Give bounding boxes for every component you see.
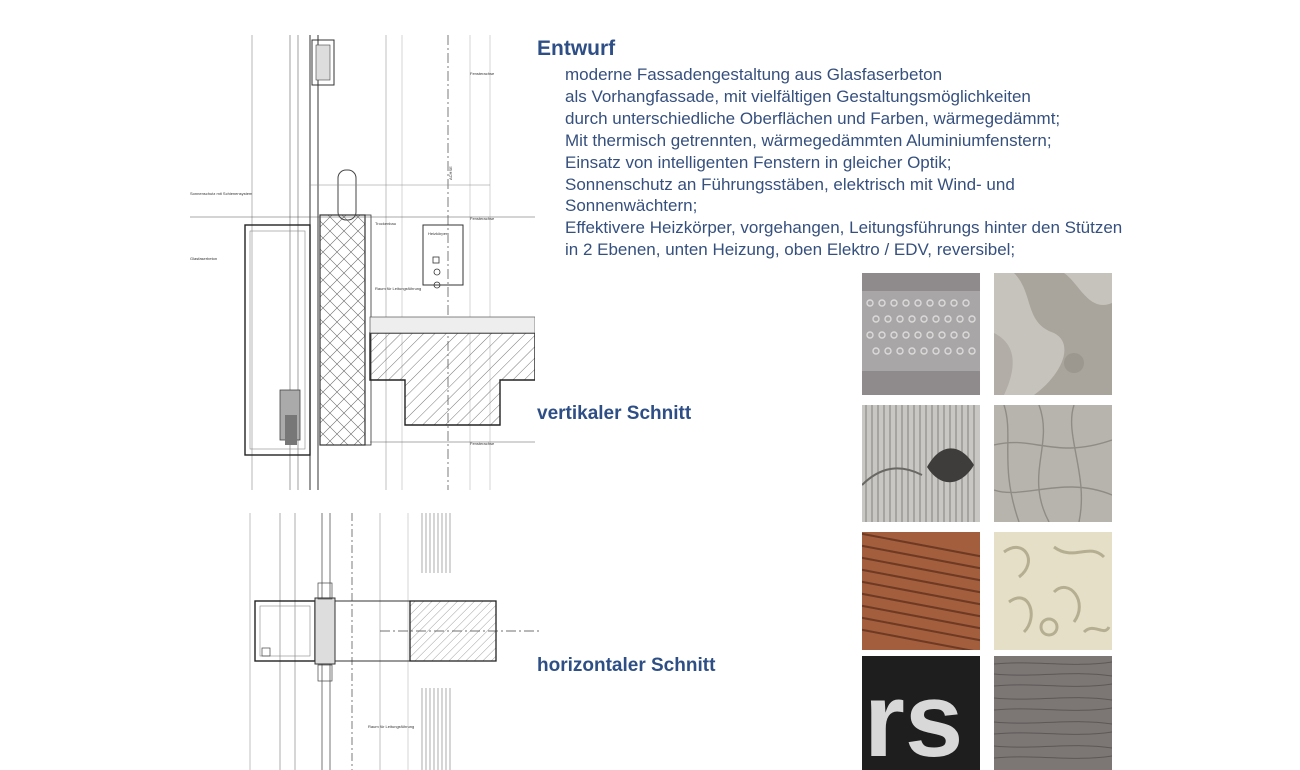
description-line: Effektivere Heizkörper, vorgehangen, Leitungsführungs hinter den Stützen [565, 218, 1123, 238]
horizontal-section-drawing [240, 513, 540, 770]
material-swatch-textured-stone [994, 273, 1112, 395]
description-list [565, 64, 1122, 261]
svg-text:Raum für Leitungsführung: Raum für Leitungsführung [375, 286, 422, 291]
material-swatch-relief-ornament [994, 532, 1112, 650]
description-line: Einsatz von intelligenten Fenstern in gleicher Optik; [565, 152, 952, 172]
svg-text:Fensterachse: Fensterachse [470, 441, 495, 446]
description-line: als Vorhangfassade, mit vielfältigen Gestaltungsmöglichkeiten [565, 86, 1031, 106]
description-line: Sonnenwächtern; [565, 196, 698, 216]
svg-text:Fensterachse: Fensterachse [470, 71, 495, 76]
svg-text:Heizkörper: Heizkörper [428, 231, 448, 236]
description-line: moderne Fassadengestaltung aus Glasfaserbeton [565, 65, 943, 84]
caption-horizontal-section: horizontaler Schnitt [537, 655, 716, 676]
swatch-letters-text: rs [864, 662, 964, 770]
svg-text:Glasfaserbeton: Glasfaserbeton [190, 256, 218, 261]
material-swatch-lettering-relief [862, 656, 980, 770]
material-swatch-wood-grain [994, 656, 1112, 770]
description-line: Mit thermisch getrennten, wärmegedämmten Aluminiumfenstern; [565, 130, 1052, 150]
material-swatch-terracotta-ribbed [862, 532, 980, 650]
caption-vertical-section: vertikaler Schnitt [537, 403, 692, 424]
svg-text:Sonnenschutz mit Schienensyste: Sonnenschutz mit Schienensystem [190, 191, 253, 196]
svg-text:ACHSE: ACHSE [448, 166, 453, 180]
description-line: Sonnenschutz an Führungsstäben, elektrisch mit Wind- und [565, 174, 1015, 194]
svg-text:Trockenbau: Trockenbau [375, 221, 396, 226]
description-line: durch unterschiedliche Oberflächen und Farben, wärmegedämmt; [565, 108, 1061, 128]
material-swatch-ribbed-gradient [862, 405, 980, 522]
material-swatch-perforated-pattern [862, 273, 980, 395]
vertical-section-drawing [190, 35, 535, 490]
svg-text:Fensterachse: Fensterachse [470, 216, 495, 221]
svg-text:Raum für Leitungsführung: Raum für Leitungsführung [368, 724, 415, 729]
material-swatch-crumpled [994, 405, 1112, 522]
description-line: in 2 Ebenen, unten Heizung, oben Elektro / EDV, reversibel; [565, 240, 1016, 260]
page-heading: Entwurf [537, 37, 616, 60]
